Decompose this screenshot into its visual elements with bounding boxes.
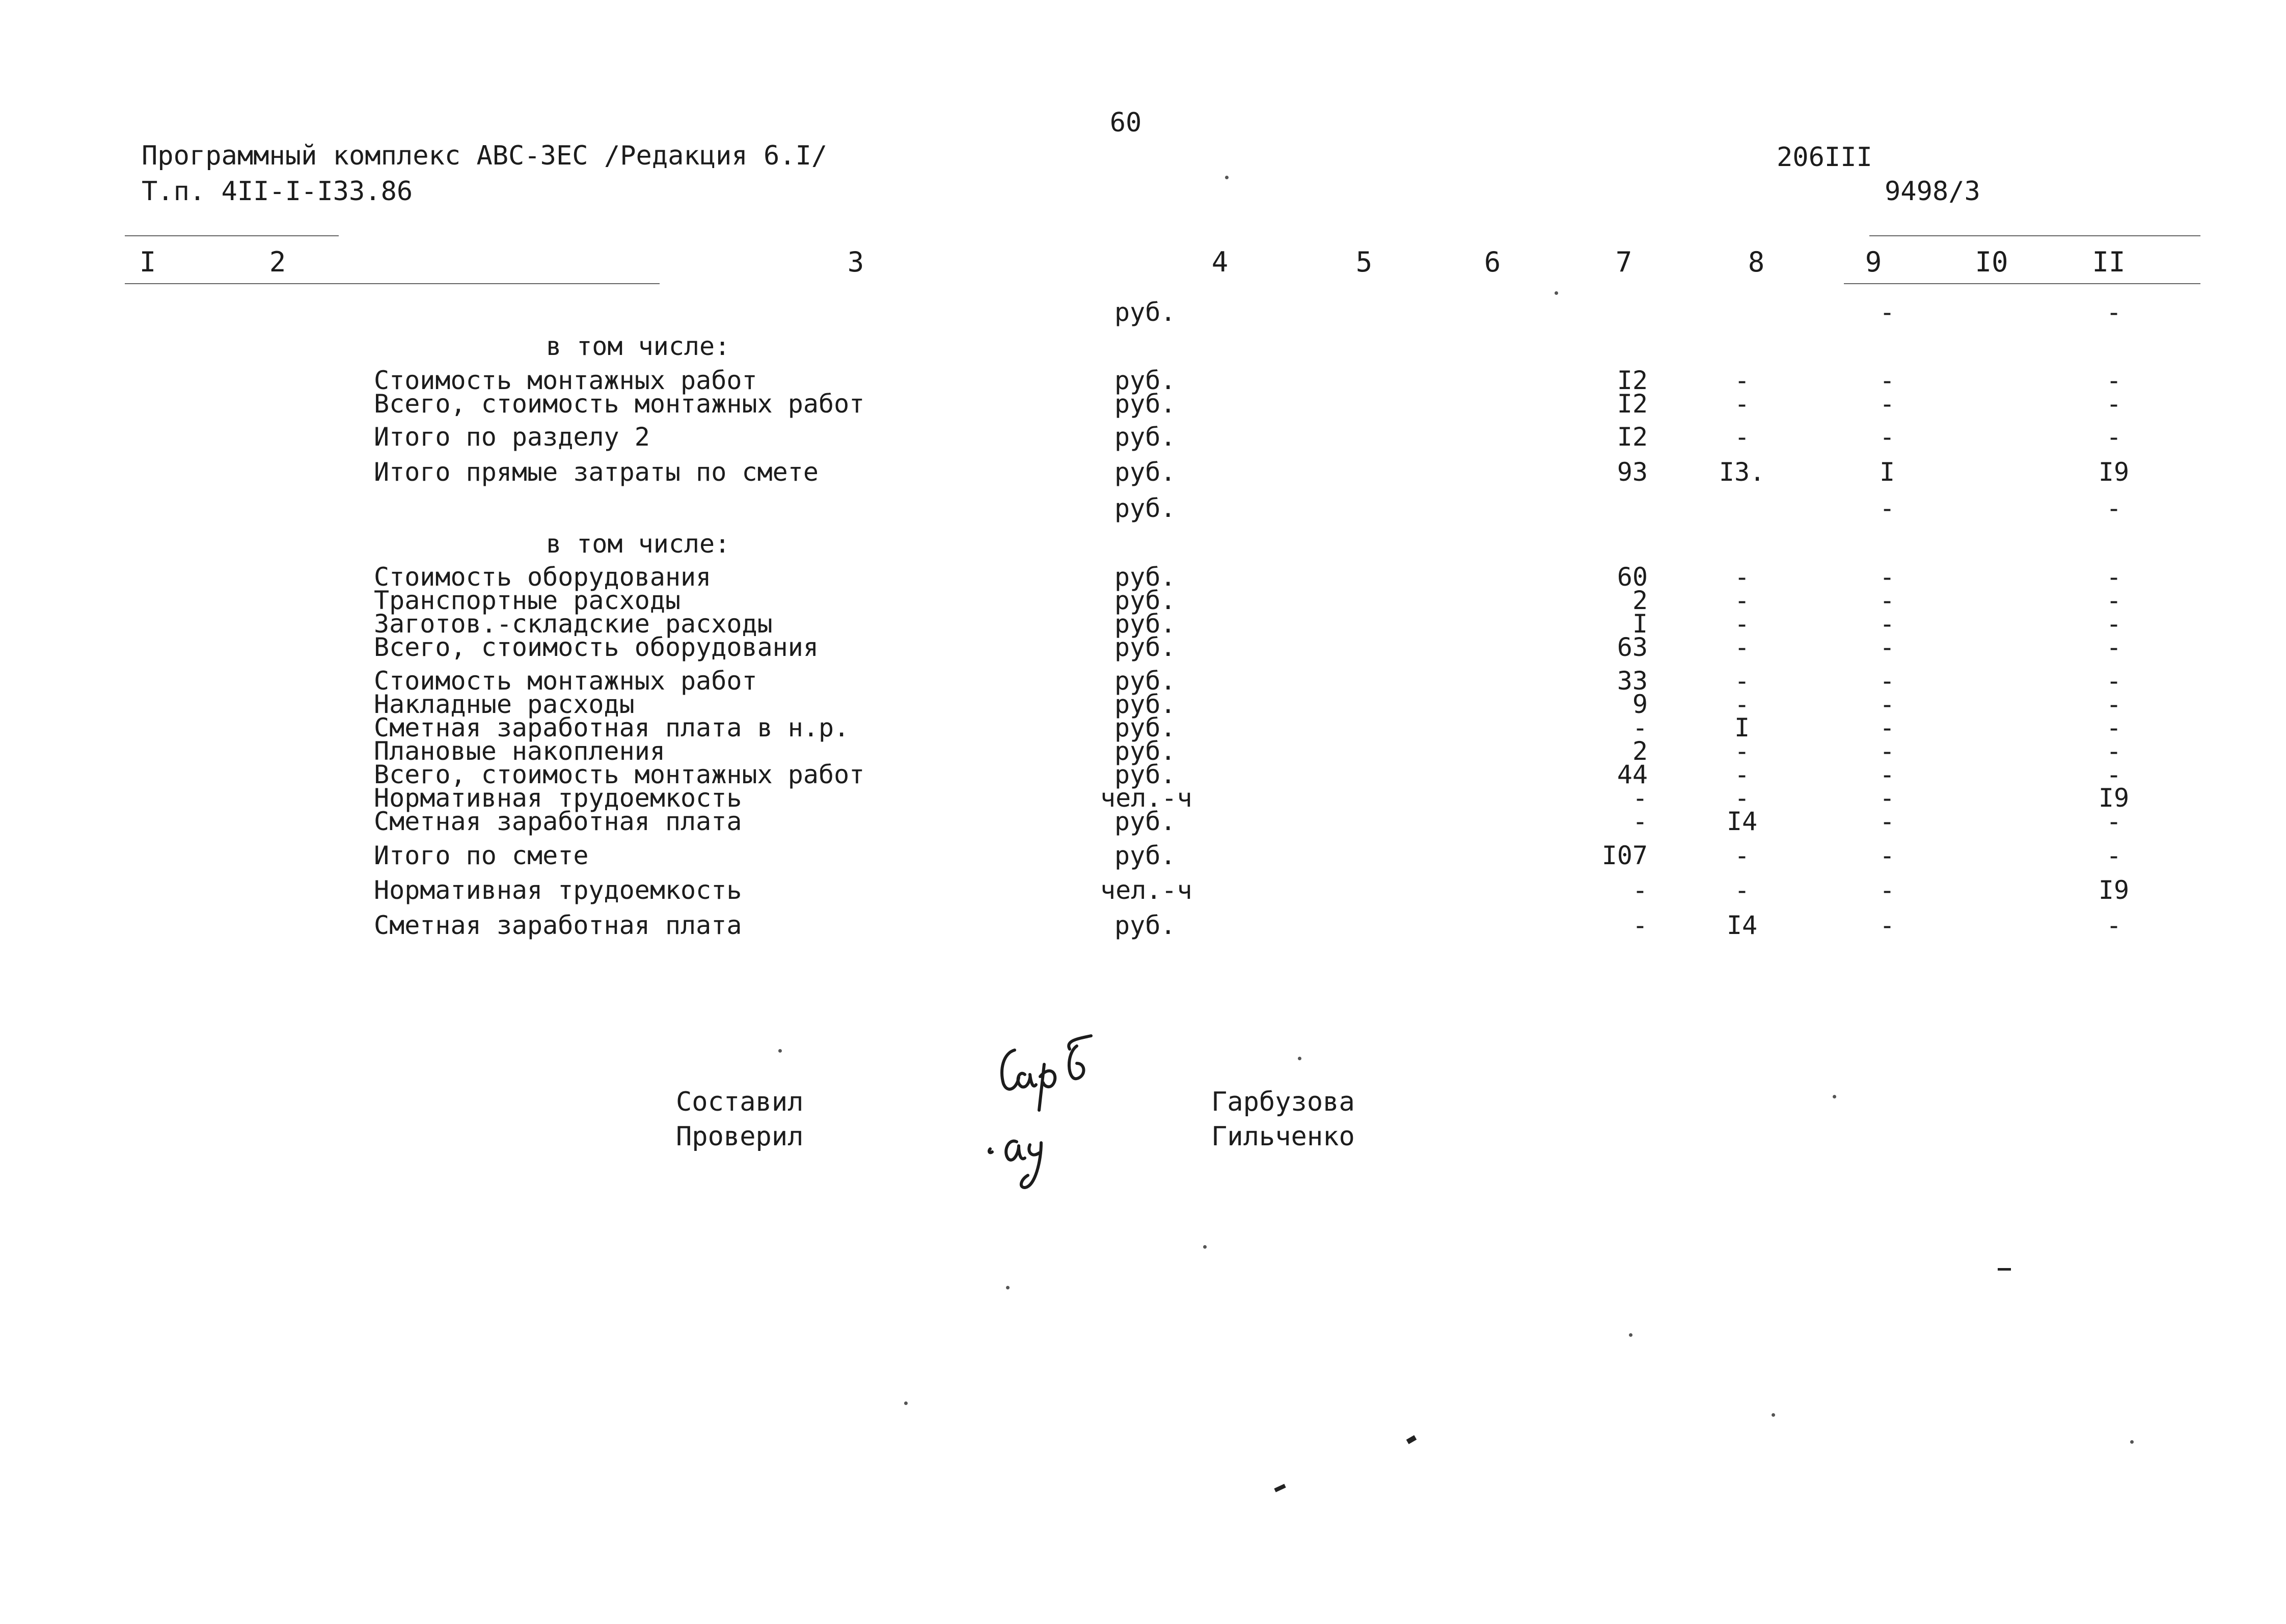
subsection-label: в том числе: [546,332,730,361]
cell-col-9: - [1879,366,1895,395]
cell-col-8: I4 [1726,911,1758,940]
cell-col-8: - [1734,632,1750,662]
subsection-label: в том числе: [546,529,730,559]
scan-speck [904,1401,908,1405]
scan-speck [1998,1268,2011,1271]
cell-col-11: - [2106,632,2122,662]
row-description: Итого по разделу 2 [374,422,650,452]
cell-col-11: - [2106,422,2122,452]
scan-speck [1006,1286,1010,1289]
cell-col-11: - [2106,690,2122,719]
cell-col-8: - [1734,841,1750,870]
cell-col-11: I9 [2098,457,2130,487]
cell-col-7: 33 [1617,666,1648,696]
row-description: Стоимость оборудования [374,562,712,592]
cell-col-8: - [1734,562,1750,592]
row-unit: руб. [1114,760,1176,789]
cell-col-8: - [1734,760,1750,789]
signature-stroke [1018,1074,1036,1087]
cell-col-9: - [1879,713,1895,742]
scan-speck [1406,1435,1417,1444]
column-header-9: 9 [1865,246,1882,278]
cell-col-7: I2 [1617,366,1648,395]
signature-stroke [1069,1036,1091,1079]
cell-col-7: 93 [1617,457,1648,487]
row-unit: руб. [1114,841,1176,870]
header-rule-bottom-left [125,283,660,284]
row-description: Итого прямые затраты по смете [374,457,819,487]
row-unit: руб. [1114,586,1176,615]
handwritten-signatures [968,1034,1141,1202]
cell-col-7: - [1632,713,1648,742]
cell-col-9: - [1879,422,1895,452]
cell-col-8: - [1734,366,1750,395]
row-description: Сметная заработная плата [374,807,742,836]
row-description: Стоимость монтажных работ [374,666,757,696]
document-reference: 9498/3 [1885,176,1980,207]
cell-col-9: - [1879,297,1895,327]
cell-col-11: - [2106,366,2122,395]
cell-col-9: - [1879,807,1895,836]
cell-col-7: 60 [1617,562,1648,592]
row-unit: руб. [1114,422,1176,452]
cell-col-7: - [1632,875,1648,905]
row-unit: руб. [1114,736,1176,766]
cell-col-8: - [1734,736,1750,766]
signature-stroke [1039,1064,1044,1110]
row-description: Сметная заработная плата в н.р. [374,713,850,742]
header-rule-top-left [125,235,339,236]
cell-col-7: - [1632,807,1648,836]
cell-col-8: - [1734,422,1750,452]
row-unit: руб. [1114,366,1176,395]
cell-col-11: - [2106,389,2122,419]
scan-speck [1225,176,1229,179]
column-header-6: 6 [1484,246,1501,278]
cell-col-9: - [1879,389,1895,419]
row-description: Всего, стоимость монтажных работ [374,760,865,789]
row-description: Нормативная трудоемкость [374,875,742,905]
cell-col-11: - [2106,297,2122,327]
header-rule-top-right [1869,235,2200,236]
column-header-5: 5 [1355,246,1373,278]
cell-col-8: - [1734,690,1750,719]
row-description: Итого по смете [374,841,589,870]
row-description: Всего, стоимость оборудования [374,632,819,662]
cell-col-9: - [1879,609,1895,639]
row-unit: руб. [1114,297,1176,327]
cell-col-8: I [1734,713,1750,742]
cell-col-11: - [2106,713,2122,742]
scan-speck [1629,1333,1632,1337]
cell-col-11: - [2106,609,2122,639]
column-header-7: 7 [1615,246,1632,278]
column-header-11: II [2092,246,2126,278]
compiled-by-name: Гарбузова [1211,1087,1355,1117]
cell-col-8: - [1734,389,1750,419]
cell-col-11: - [2106,911,2122,940]
cell-col-11: I9 [2098,875,2130,905]
cell-col-9: - [1879,736,1895,766]
page-number: 60 [1109,107,1142,138]
cell-col-7: 63 [1617,632,1648,662]
row-description: Плановые накопления [374,736,665,766]
row-unit: руб. [1114,632,1176,662]
cell-col-8: - [1734,666,1750,696]
cell-col-11: I9 [2098,783,2130,813]
signature-stroke [1021,1143,1041,1188]
signature-stroke [1006,1141,1025,1160]
scan-speck [1274,1484,1286,1493]
cell-col-8: - [1734,609,1750,639]
program-title: Программный комплекс АВС-3ЕС /Редакция 6.I/ [142,141,828,171]
signature-stroke [1002,1050,1019,1089]
cell-col-8: I3. [1719,457,1765,487]
compiled-by-label: Составил [676,1087,804,1117]
column-header-10: I0 [1975,246,2008,278]
document-code: 206III [1777,142,1872,173]
project-number: Т.п. 4II-I-I33.86 [142,176,413,207]
row-unit: руб. [1114,713,1176,742]
cell-col-9: - [1879,783,1895,813]
cell-col-7: 9 [1632,690,1648,719]
column-header-8: 8 [1748,246,1765,278]
cell-col-11: - [2106,736,2122,766]
cell-col-7: I [1632,609,1648,639]
checked-by-name: Гильченко [1211,1121,1355,1152]
cell-col-9: I [1879,457,1895,487]
cell-col-9: - [1879,493,1895,523]
row-description: Всего, стоимость монтажных работ [374,389,865,419]
cell-col-8: - [1734,586,1750,615]
row-unit: руб. [1114,911,1176,940]
cell-col-9: - [1879,666,1895,696]
cell-col-7: I2 [1617,422,1648,452]
cell-col-9: - [1879,875,1895,905]
scan-speck [1555,291,1558,295]
scan-speck [2130,1440,2134,1444]
row-unit: руб. [1114,666,1176,696]
row-unit: руб. [1114,562,1176,592]
row-description: Нормативная трудоемкость [374,783,742,813]
cell-col-7: 2 [1632,586,1648,615]
cell-col-7: 2 [1632,736,1648,766]
column-header-2: 2 [269,246,286,278]
row-unit: руб. [1114,457,1176,487]
row-description: Накладные расходы [374,690,635,719]
row-unit: руб. [1114,493,1176,523]
row-description: Транспортные расходы [374,586,681,615]
scan-speck [1298,1057,1301,1060]
cell-col-9: - [1879,690,1895,719]
cell-col-11: - [2106,807,2122,836]
cell-col-7: I07 [1601,841,1648,870]
signature-stroke [989,1149,992,1152]
row-unit: руб. [1114,807,1176,836]
column-header-3: 3 [847,246,864,278]
row-unit: чел.-ч [1100,783,1192,813]
cell-col-11: - [2106,841,2122,870]
column-header-1: I [139,246,156,278]
cell-col-11: - [2106,586,2122,615]
scan-speck [1833,1095,1836,1098]
cell-col-7: 44 [1617,760,1648,789]
cell-col-8: I4 [1726,807,1758,836]
row-unit: руб. [1114,690,1176,719]
row-description: Сметная заработная плата [374,911,742,940]
row-unit: чел.-ч [1100,875,1192,905]
cell-col-9: - [1879,586,1895,615]
cell-col-9: - [1879,562,1895,592]
row-description: Заготов.-складские расходы [374,609,773,639]
cell-col-9: - [1879,632,1895,662]
scan-speck [778,1049,782,1053]
cell-col-8: - [1734,783,1750,813]
cell-col-11: - [2106,760,2122,789]
header-rule-bottom-right [1844,283,2200,284]
row-description: Стоимость монтажных работ [374,366,757,395]
column-header-4: 4 [1211,246,1229,278]
cell-col-9: - [1879,911,1895,940]
cell-col-9: - [1879,841,1895,870]
cell-col-8: - [1734,875,1750,905]
scan-speck [1203,1245,1207,1249]
cell-col-7: I2 [1617,389,1648,419]
cell-col-7: - [1632,783,1648,813]
cell-col-9: - [1879,760,1895,789]
checked-by-label: Проверил [676,1121,804,1152]
cell-col-11: - [2106,666,2122,696]
cell-col-7: - [1632,911,1648,940]
scan-speck [1772,1413,1775,1417]
cell-col-11: - [2106,562,2122,592]
row-unit: руб. [1114,389,1176,419]
cell-col-11: - [2106,493,2122,523]
row-unit: руб. [1114,609,1176,639]
